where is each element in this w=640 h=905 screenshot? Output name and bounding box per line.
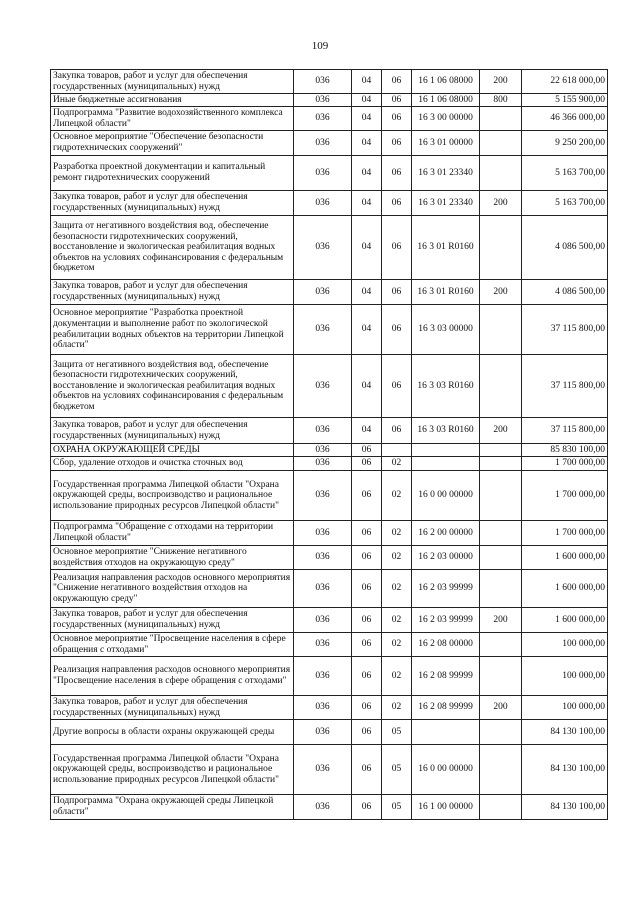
expense-type-cell xyxy=(480,471,522,521)
amount-cell: 84 130 100,00 xyxy=(522,795,608,820)
amount-cell: 1 700 000,00 xyxy=(522,521,608,546)
table-row xyxy=(51,546,608,570)
expense-name-cell: Иные бюджетные ассигнования xyxy=(51,94,294,107)
table-row xyxy=(51,418,608,444)
expense-name-cell: Реализация направления расходов основного мероприятия "Снижение негативного воздействия отходов на окружающую среду" xyxy=(51,570,294,608)
expense-name-cell: Разработка проектной документации и капитальный ремонт гидротехнических сооружений xyxy=(51,156,294,191)
target-article-cell: 16 3 01 R0160 xyxy=(412,280,480,305)
amount-cell: 100 000,00 xyxy=(522,633,608,657)
grbs-code-cell: 036 xyxy=(294,305,352,355)
subsection-code-cell: 06 xyxy=(382,94,412,107)
expense-name-cell: Основное мероприятие "Снижение негативного воздействия отходов на окружающую среду" xyxy=(51,546,294,570)
section-code-cell: 04 xyxy=(352,156,382,191)
amount-cell: 100 000,00 xyxy=(522,696,608,720)
subsection-code-cell: 02 xyxy=(382,457,412,471)
grbs-code-cell: 036 xyxy=(294,94,352,107)
table-row xyxy=(51,107,608,131)
amount-cell: 84 130 100,00 xyxy=(522,720,608,745)
subsection-code-cell: 06 xyxy=(382,191,412,216)
table-row xyxy=(51,720,608,745)
target-article-cell xyxy=(412,720,480,745)
table-row xyxy=(51,521,608,546)
target-article-cell: 16 0 00 00000 xyxy=(412,471,480,521)
subsection-code-cell: 05 xyxy=(382,795,412,820)
target-article-cell: 16 3 03 R0160 xyxy=(412,355,480,418)
expense-type-cell: 200 xyxy=(480,191,522,216)
expense-type-cell xyxy=(480,216,522,280)
subsection-code-cell: 02 xyxy=(382,471,412,521)
expense-type-cell xyxy=(480,795,522,820)
table-row xyxy=(51,471,608,521)
budget-table xyxy=(50,69,608,820)
expense-type-cell xyxy=(480,521,522,546)
expense-name-cell: Подпрограмма "Охрана окружающей среды Липецкой области" xyxy=(51,795,294,820)
expense-name-cell: Закупка товаров, работ и услуг для обеспечения государственных (муниципальных) нужд xyxy=(51,70,294,94)
expense-name-cell: Реализация направления расходов основного мероприятия "Просвещение населения в сфере обращения с отходами" xyxy=(51,657,294,696)
section-code-cell: 04 xyxy=(352,107,382,131)
table-row xyxy=(51,156,608,191)
amount-cell: 85 830 100,00 xyxy=(522,444,608,457)
expense-type-cell xyxy=(480,107,522,131)
amount-cell: 1 600 000,00 xyxy=(522,608,608,633)
grbs-code-cell: 036 xyxy=(294,191,352,216)
section-code-cell: 06 xyxy=(352,444,382,457)
target-article-cell: 16 2 08 99999 xyxy=(412,696,480,720)
section-code-cell: 04 xyxy=(352,191,382,216)
grbs-code-cell: 036 xyxy=(294,457,352,471)
subsection-code-cell: 06 xyxy=(382,305,412,355)
subsection-code-cell: 02 xyxy=(382,546,412,570)
amount-cell: 1 700 000,00 xyxy=(522,471,608,521)
grbs-code-cell: 036 xyxy=(294,521,352,546)
target-article-cell: 16 1 06 08000 xyxy=(412,70,480,94)
amount-cell: 100 000,00 xyxy=(522,657,608,696)
section-code-cell: 04 xyxy=(352,131,382,156)
grbs-code-cell: 036 xyxy=(294,107,352,131)
expense-type-cell: 200 xyxy=(480,608,522,633)
target-article-cell: 16 3 03 00000 xyxy=(412,305,480,355)
expense-name-cell: Защита от негативного воздействия вод, обеспечение безопасности гидротехнических сооружений, восстановление и экологическая реабилитация водных объектов на условиях софинансирования с федеральным бюджетом xyxy=(51,355,294,418)
table-row xyxy=(51,305,608,355)
section-code-cell: 06 xyxy=(352,795,382,820)
amount-cell: 5 163 700,00 xyxy=(522,156,608,191)
grbs-code-cell: 036 xyxy=(294,546,352,570)
section-code-cell: 06 xyxy=(352,745,382,795)
grbs-code-cell: 036 xyxy=(294,608,352,633)
expense-name-cell: Закупка товаров, работ и услуг для обеспечения государственных (муниципальных) нужд xyxy=(51,696,294,720)
expense-type-cell xyxy=(480,457,522,471)
grbs-code-cell: 036 xyxy=(294,131,352,156)
amount-cell: 46 366 000,00 xyxy=(522,107,608,131)
section-code-cell: 06 xyxy=(352,570,382,608)
table-row xyxy=(51,191,608,216)
table-row xyxy=(51,457,608,471)
expense-name-cell: ОХРАНА ОКРУЖАЮЩЕЙ СРЕДЫ xyxy=(51,444,294,457)
expense-type-cell xyxy=(480,720,522,745)
table-row xyxy=(51,633,608,657)
section-code-cell: 06 xyxy=(352,657,382,696)
target-article-cell: 16 3 01 23340 xyxy=(412,156,480,191)
amount-cell: 5 155 900,00 xyxy=(522,94,608,107)
grbs-code-cell: 036 xyxy=(294,418,352,444)
table-row xyxy=(51,657,608,696)
expense-name-cell: Подпрограмма "Обращение с отходами на территории Липецкой области" xyxy=(51,521,294,546)
target-article-cell: 16 3 03 R0160 xyxy=(412,418,480,444)
target-article-cell: 16 3 01 R0160 xyxy=(412,216,480,280)
target-article-cell: 16 1 00 00000 xyxy=(412,795,480,820)
table-row xyxy=(51,131,608,156)
grbs-code-cell: 036 xyxy=(294,355,352,418)
subsection-code-cell: 02 xyxy=(382,696,412,720)
amount-cell: 37 115 800,00 xyxy=(522,305,608,355)
expense-name-cell: Государственная программа Липецкой области "Охрана окружающей среды, воспроизводство и рациональное использование природных ресурсов Липецкой области" xyxy=(51,745,294,795)
grbs-code-cell: 036 xyxy=(294,696,352,720)
expense-type-cell xyxy=(480,570,522,608)
target-article-cell: 16 0 00 00000 xyxy=(412,745,480,795)
subsection-code-cell: 06 xyxy=(382,70,412,94)
grbs-code-cell: 036 xyxy=(294,156,352,191)
amount-cell: 1 600 000,00 xyxy=(522,546,608,570)
table-row xyxy=(51,216,608,280)
expense-type-cell xyxy=(480,745,522,795)
subsection-code-cell: 02 xyxy=(382,570,412,608)
expense-name-cell: Государственная программа Липецкой области "Охрана окружающей среды, воспроизводство и рациональное использование природных ресурсов Липецкой области" xyxy=(51,471,294,521)
section-code-cell: 06 xyxy=(352,521,382,546)
section-code-cell: 06 xyxy=(352,720,382,745)
section-code-cell: 04 xyxy=(352,355,382,418)
subsection-code-cell: 02 xyxy=(382,633,412,657)
target-article-cell: 16 1 06 08000 xyxy=(412,94,480,107)
subsection-code-cell: 02 xyxy=(382,521,412,546)
expense-name-cell: Закупка товаров, работ и услуг для обеспечения государственных (муниципальных) нужд xyxy=(51,280,294,305)
target-article-cell: 16 2 08 99999 xyxy=(412,657,480,696)
subsection-code-cell: 02 xyxy=(382,657,412,696)
table-row xyxy=(51,280,608,305)
expense-type-cell: 200 xyxy=(480,70,522,94)
subsection-code-cell: 06 xyxy=(382,418,412,444)
amount-cell: 1 600 000,00 xyxy=(522,570,608,608)
table-row xyxy=(51,70,608,94)
subsection-code-cell: 05 xyxy=(382,720,412,745)
expense-name-cell: Закупка товаров, работ и услуг для обеспечения государственных (муниципальных) нужд xyxy=(51,608,294,633)
expense-type-cell: 200 xyxy=(480,696,522,720)
amount-cell: 37 115 800,00 xyxy=(522,355,608,418)
section-code-cell: 06 xyxy=(352,546,382,570)
section-code-cell: 04 xyxy=(352,418,382,444)
subsection-code-cell: 06 xyxy=(382,216,412,280)
table-row xyxy=(51,570,608,608)
section-code-cell: 06 xyxy=(352,633,382,657)
grbs-code-cell: 036 xyxy=(294,633,352,657)
budget-table-body xyxy=(51,70,608,820)
expense-type-cell xyxy=(480,546,522,570)
section-code-cell: 04 xyxy=(352,94,382,107)
target-article-cell: 16 3 00 00000 xyxy=(412,107,480,131)
expense-type-cell xyxy=(480,305,522,355)
subsection-code-cell: 06 xyxy=(382,107,412,131)
expense-type-cell xyxy=(480,657,522,696)
amount-cell: 1 700 000,00 xyxy=(522,457,608,471)
amount-cell: 84 130 100,00 xyxy=(522,745,608,795)
expense-name-cell: Сбор, удаление отходов и очистка сточных вод xyxy=(51,457,294,471)
section-code-cell: 06 xyxy=(352,696,382,720)
subsection-code-cell: 05 xyxy=(382,745,412,795)
expense-type-cell xyxy=(480,633,522,657)
expense-type-cell xyxy=(480,131,522,156)
grbs-code-cell: 036 xyxy=(294,280,352,305)
section-code-cell: 06 xyxy=(352,608,382,633)
grbs-code-cell: 036 xyxy=(294,70,352,94)
table-row xyxy=(51,444,608,457)
grbs-code-cell: 036 xyxy=(294,745,352,795)
expense-type-cell xyxy=(480,355,522,418)
expense-name-cell: Закупка товаров, работ и услуг для обеспечения государственных (муниципальных) нужд xyxy=(51,418,294,444)
section-code-cell: 04 xyxy=(352,280,382,305)
target-article-cell: 16 3 01 00000 xyxy=(412,131,480,156)
table-row xyxy=(51,355,608,418)
section-code-cell: 06 xyxy=(352,471,382,521)
table-row xyxy=(51,94,608,107)
section-code-cell: 04 xyxy=(352,70,382,94)
grbs-code-cell: 036 xyxy=(294,657,352,696)
subsection-code-cell: 06 xyxy=(382,131,412,156)
amount-cell: 4 086 500,00 xyxy=(522,280,608,305)
expense-name-cell: Другие вопросы в области охраны окружающей среды xyxy=(51,720,294,745)
table-row xyxy=(51,745,608,795)
expense-type-cell xyxy=(480,156,522,191)
target-article-cell xyxy=(412,457,480,471)
grbs-code-cell: 036 xyxy=(294,570,352,608)
expense-name-cell: Основное мероприятие "Разработка проектной документации и выполнение работ по экологической реабилитации водных объектов на территории Липецкой области" xyxy=(51,305,294,355)
amount-cell: 22 618 000,00 xyxy=(522,70,608,94)
section-code-cell: 04 xyxy=(352,305,382,355)
target-article-cell: 16 2 08 00000 xyxy=(412,633,480,657)
subsection-code-cell: 06 xyxy=(382,280,412,305)
subsection-code-cell: 06 xyxy=(382,355,412,418)
amount-cell: 37 115 800,00 xyxy=(522,418,608,444)
target-article-cell: 16 2 03 99999 xyxy=(412,608,480,633)
subsection-code-cell: 02 xyxy=(382,608,412,633)
expense-name-cell: Основное мероприятие "Обеспечение безопасности гидротехнических сооружений" xyxy=(51,131,294,156)
section-code-cell: 06 xyxy=(352,457,382,471)
target-article-cell: 16 2 03 99999 xyxy=(412,570,480,608)
grbs-code-cell: 036 xyxy=(294,471,352,521)
expense-type-cell: 200 xyxy=(480,280,522,305)
table-row xyxy=(51,696,608,720)
expense-name-cell: Защита от негативного воздействия вод, обеспечение безопасности гидротехнических сооружений, восстановление и экологическая реабилитация водных объектов на условиях софинансирования с федеральным бюджетом xyxy=(51,216,294,280)
expense-name-cell: Подпрограмма "Развитие водохозяйственного комплекса Липецкой области" xyxy=(51,107,294,131)
target-article-cell: 16 2 03 00000 xyxy=(412,546,480,570)
expense-type-cell: 800 xyxy=(480,94,522,107)
amount-cell: 4 086 500,00 xyxy=(522,216,608,280)
expense-name-cell: Закупка товаров, работ и услуг для обеспечения государственных (муниципальных) нужд xyxy=(51,191,294,216)
table-row xyxy=(51,795,608,820)
grbs-code-cell: 036 xyxy=(294,216,352,280)
amount-cell: 5 163 700,00 xyxy=(522,191,608,216)
expense-name-cell: Основное мероприятие "Просвещение населения в сфере обращения с отходами" xyxy=(51,633,294,657)
expense-type-cell: 200 xyxy=(480,418,522,444)
target-article-cell xyxy=(412,444,480,457)
grbs-code-cell: 036 xyxy=(294,444,352,457)
grbs-code-cell: 036 xyxy=(294,795,352,820)
page-number: 109 xyxy=(311,40,329,52)
subsection-code-cell: 06 xyxy=(382,156,412,191)
expense-type-cell xyxy=(480,444,522,457)
table-row xyxy=(51,608,608,633)
grbs-code-cell: 036 xyxy=(294,720,352,745)
target-article-cell: 16 3 01 23340 xyxy=(412,191,480,216)
target-article-cell: 16 2 00 00000 xyxy=(412,521,480,546)
subsection-code-cell xyxy=(382,444,412,457)
amount-cell: 9 250 200,00 xyxy=(522,131,608,156)
section-code-cell: 04 xyxy=(352,216,382,280)
